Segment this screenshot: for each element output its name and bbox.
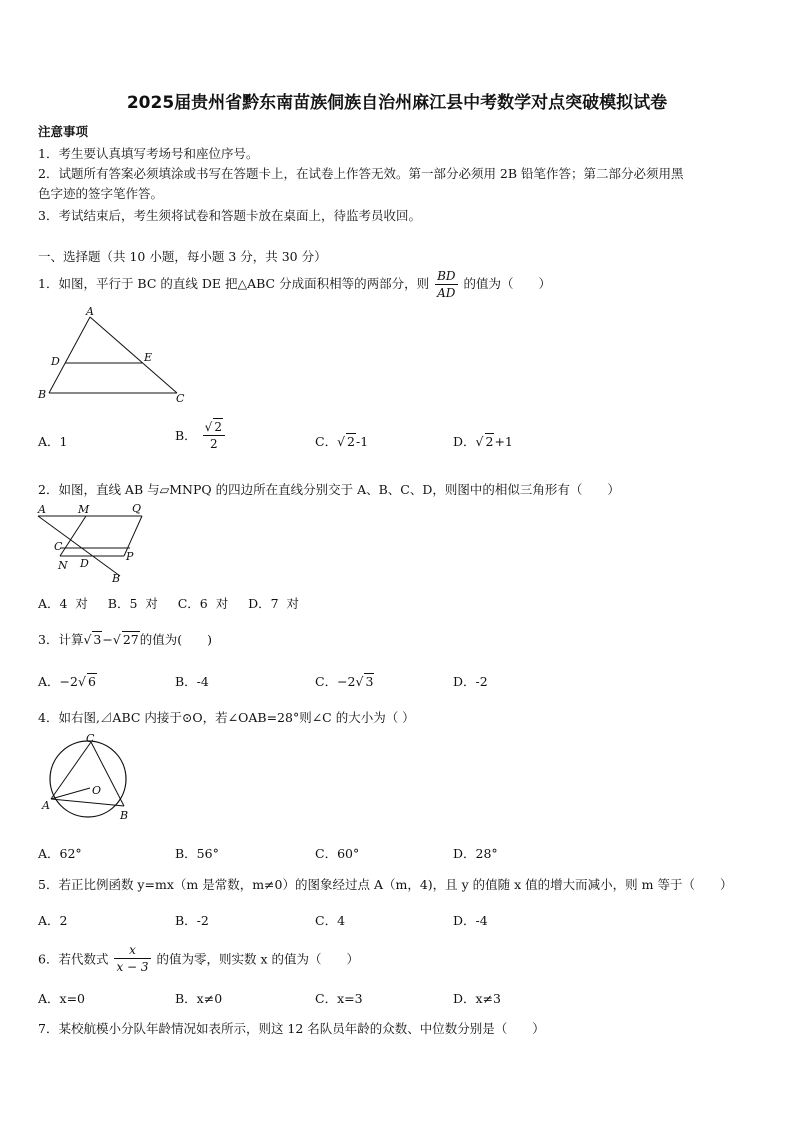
- question-3-option-d: D．-2: [453, 674, 488, 689]
- question-1-option-b: [175, 418, 227, 452]
- question-4-option-a: A．62°: [38, 846, 82, 861]
- question-3-option-c: C．−2√ 3: [315, 674, 374, 689]
- question-4-option-c: C．60°: [315, 846, 360, 861]
- label-q: Q: [132, 502, 142, 515]
- notice-item-2: 2．试题所有答案必须填涂或书写在答题卡上，在试卷上作答无效。第一部分必须用 2B 铅笔作答；第二部分必须用黑: [38, 166, 684, 181]
- option-d-radicand: 2: [485, 434, 494, 449]
- option-c-radicand: 2: [347, 434, 355, 449]
- option-b-numerator: √ 2: [203, 418, 225, 436]
- label-p: P: [126, 550, 134, 563]
- question-3-radicand-2: 27: [122, 632, 139, 647]
- label-d: D: [80, 557, 89, 570]
- option-a-prefix: A．: [38, 674, 60, 689]
- question-4-option-b: B．56°: [175, 846, 219, 861]
- label-d: D: [51, 355, 60, 368]
- question-6-option-d: D．x≠3: [453, 991, 501, 1006]
- notice-item-3: 3．考试结束后，考生须将试卷和答题卡放在桌面上，待监考员收回。: [38, 208, 421, 223]
- label-m: M: [78, 503, 90, 516]
- question-5-option-c: C．4: [315, 913, 346, 928]
- question-6-option-a: A．x=0: [38, 991, 86, 1006]
- option-c-radicand: 3: [365, 674, 374, 689]
- question-5-option-d: D．-4: [453, 913, 488, 928]
- option-c-coefficient: −2: [337, 674, 356, 689]
- question-1-fraction: [435, 268, 457, 301]
- label-c: C: [54, 540, 63, 553]
- question-5-option-a: A．2: [38, 913, 68, 928]
- label-c: C: [86, 733, 95, 745]
- label-b: B: [38, 388, 47, 401]
- option-c-prefix: C．: [315, 674, 338, 689]
- label-a: A: [86, 305, 94, 318]
- question-2-options: A．4 对 B．5 对 C．6 对 D．7 对: [38, 596, 299, 611]
- question-2-stem: 2．如图，直线 AB 与▱MNPQ 的四边所在直线分别交于 A、B、C、D，则图中的相似三角形有（ ）: [38, 482, 620, 497]
- question-3-stem: 3．计算√ 3−√ 27的值为( ): [38, 632, 212, 647]
- notice-heading: 注意事项: [38, 124, 89, 139]
- question-1-stem-b: 的值为（ ）: [463, 276, 552, 291]
- question-6-option-b: B．x≠0: [175, 991, 223, 1006]
- option-d-prefix: D．: [453, 434, 476, 449]
- fraction-denominator: AD: [437, 286, 456, 300]
- question-6-option-c: C．x=3: [315, 991, 363, 1006]
- question-4-stem: 4．如右图,⊿ABC 内接于⊙O，若∠OAB=28°则∠C 的大小为（ ）: [38, 710, 415, 725]
- section-heading: 一、选择题（共 10 小题，每小题 3 分，共 30 分）: [38, 249, 327, 264]
- label-n: N: [58, 559, 68, 572]
- option-b-radicand: 2: [214, 420, 222, 434]
- question-6-stem-a: 6．若代数式: [38, 951, 109, 967]
- label-b: B: [112, 572, 121, 585]
- option-b-prefix: B．: [175, 428, 197, 443]
- question-3-option-b: B．-4: [175, 674, 209, 689]
- label-c: C: [176, 392, 185, 405]
- minus-sign: −: [102, 632, 113, 647]
- question-4-option-d: D．28°: [453, 846, 498, 861]
- question-3-stem-b: 的值为( ): [139, 632, 212, 647]
- option-a-radicand: 6: [87, 674, 96, 689]
- question-6-stem: [38, 942, 359, 975]
- label-e: E: [144, 351, 153, 364]
- option-c-suffix: -1: [356, 434, 369, 449]
- question-1-option-c: C．√ 2-1: [315, 434, 369, 449]
- label-a: A: [42, 799, 50, 812]
- question-6-fraction: [114, 942, 150, 975]
- question-1-stem-a: 1．如图，平行于 BC 的直线 DE 把△ABC 分成面积相等的两部分，则: [38, 276, 430, 291]
- fraction-numerator: BD: [437, 269, 456, 283]
- option-c-prefix: C．: [315, 434, 338, 449]
- question-3-radicand-1: 3: [93, 632, 102, 647]
- fraction-numerator: x: [114, 942, 150, 959]
- question-3-option-a: A．−2√ 6: [38, 674, 96, 689]
- label-o: O: [92, 784, 102, 797]
- question-1-option-a: A．1: [38, 434, 68, 449]
- question-6-stem-b: 的值为零，则实数 x 的值为（ ）: [156, 951, 360, 967]
- option-b-denominator: 2: [210, 437, 218, 451]
- question-4-circle-figure: [36, 733, 136, 825]
- label-b: B: [120, 809, 129, 822]
- label-a: A: [38, 503, 46, 516]
- question-5-stem: 5．若正比例函数 y=mx（m 是常数，m≠0）的图象经过点 A（m，4)，且 y 的值随 x 值的增大而减小，则 m 等于（ ）: [38, 877, 733, 892]
- question-1-triangle-figure: [34, 305, 194, 405]
- option-a-coefficient: −2: [59, 674, 78, 689]
- question-5-option-b: B．-2: [175, 913, 209, 928]
- question-3-stem-a: 3．计算: [38, 632, 84, 647]
- option-d-suffix: +1: [494, 434, 513, 449]
- page-title: 2025届贵州省黔东南苗族侗族自治州麻江县中考数学对点突破模拟试卷: [126, 93, 668, 113]
- fraction-denominator: x − 3: [116, 960, 149, 974]
- question-2-parallelogram-figure: [34, 500, 154, 588]
- question-1-option-d: D．√ 2+1: [453, 434, 513, 449]
- option-b-fraction: [203, 418, 225, 452]
- question-7-stem: 7．某校航模小分队年龄情况如表所示，则这 12 名队员年龄的众数、中位数分别是（ ）: [38, 1021, 545, 1036]
- notice-item-1: 1．考生要认真填写考场号和座位序号。: [38, 146, 259, 161]
- question-1-stem: [38, 268, 551, 301]
- notice-item-2-cont: 色字迹的签字笔作答。: [38, 186, 164, 201]
